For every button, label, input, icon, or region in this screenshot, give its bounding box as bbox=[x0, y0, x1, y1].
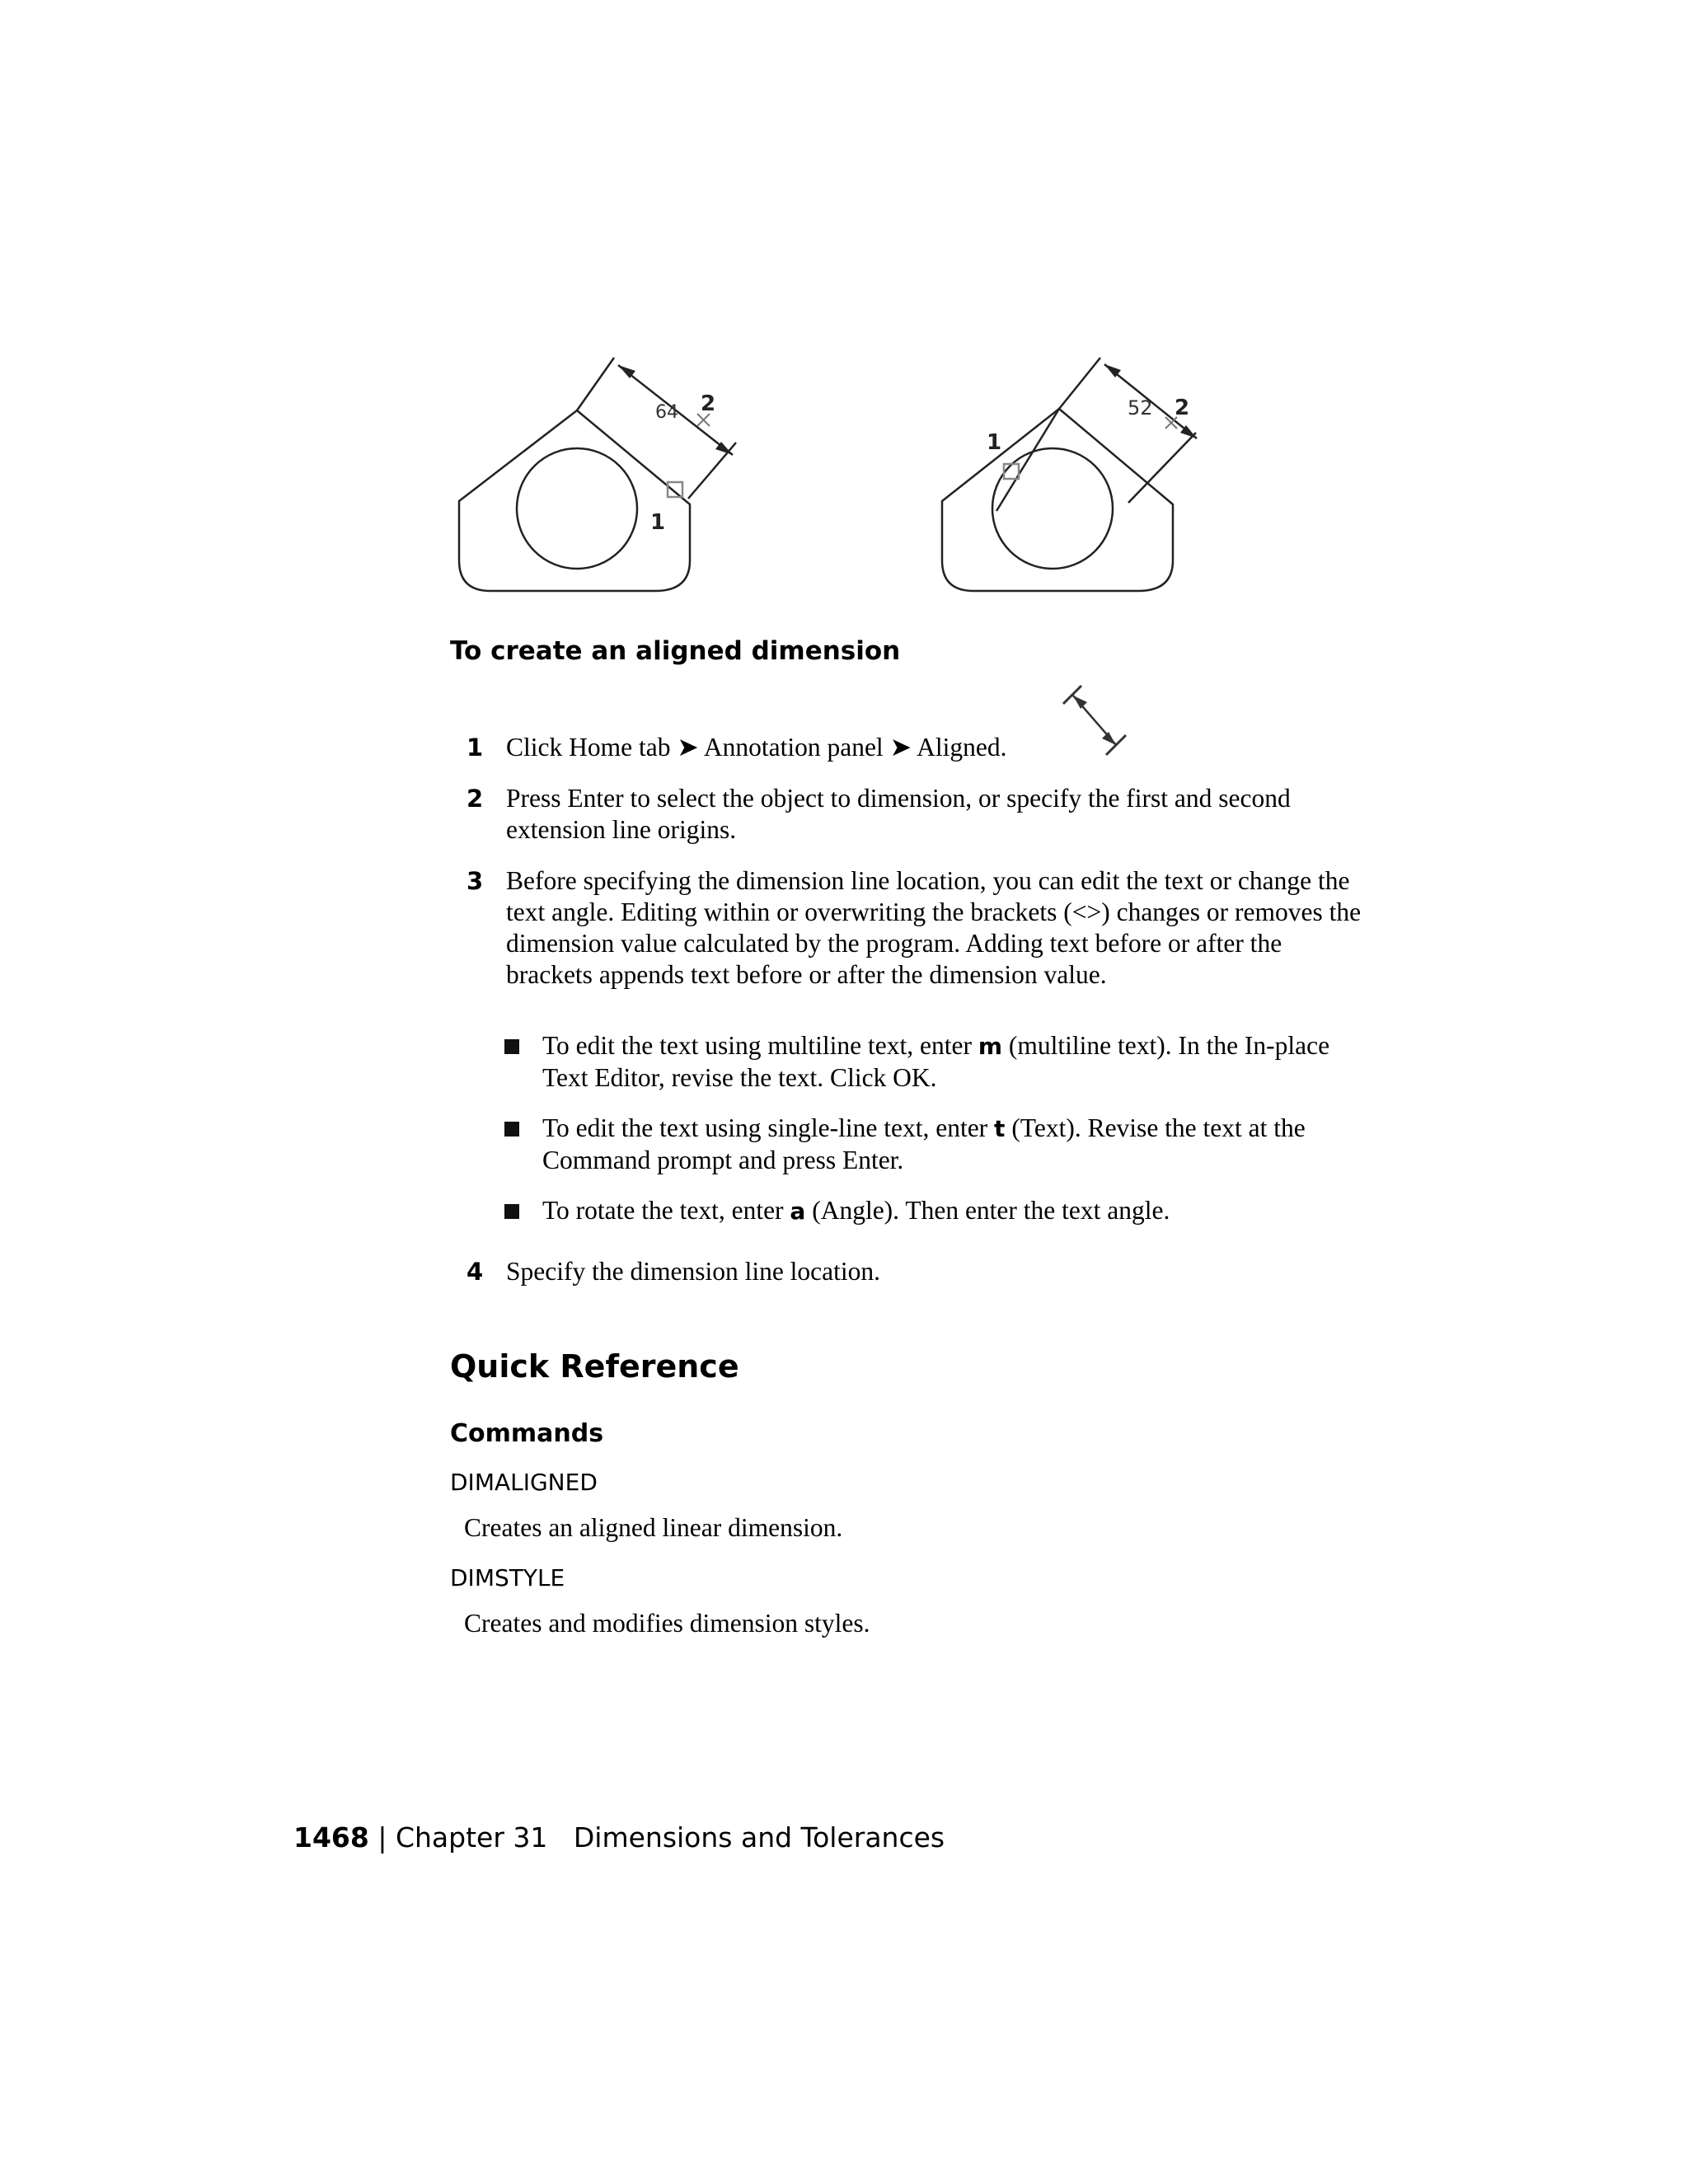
left-drawing bbox=[459, 358, 736, 591]
step-text: Press Enter to select the object to dimension, or specify the first and second extension line origins. bbox=[506, 784, 1291, 844]
chapter-label: Chapter 31 bbox=[395, 1821, 548, 1854]
left-snap-marker bbox=[668, 482, 682, 497]
right-extension-line-2 bbox=[1128, 433, 1196, 503]
command-dimaligned[interactable]: DIMALIGNED bbox=[450, 1469, 598, 1496]
command-description: Creates and modifies dimension styles. bbox=[464, 1609, 870, 1638]
right-point-1-label: 1 bbox=[987, 430, 1002, 455]
bullet-square-icon bbox=[504, 1204, 519, 1219]
footer-separator: | bbox=[368, 1821, 396, 1854]
bullet-square-icon bbox=[504, 1039, 519, 1054]
left-extension-line-1 bbox=[577, 358, 614, 410]
bullet-text: To edit the text using single-line text, enter t (Text). Revise the text at the Command prompt and press Enter. bbox=[542, 1113, 1306, 1174]
right-circle bbox=[992, 448, 1113, 569]
left-dimension-value: 64 bbox=[655, 402, 678, 423]
right-point-2-label: 2 bbox=[1175, 396, 1190, 420]
step-number: 1 bbox=[467, 733, 484, 762]
left-circle bbox=[517, 448, 637, 569]
step-number: 3 bbox=[467, 867, 484, 895]
right-outline bbox=[942, 409, 1173, 591]
bullet-text: To rotate the text, enter a (Angle). Then enter the text angle. bbox=[542, 1196, 1170, 1225]
left-outline bbox=[459, 410, 690, 591]
left-point-2-label: 2 bbox=[701, 391, 716, 416]
command-dimstyle[interactable]: DIMSTYLE bbox=[450, 1564, 565, 1591]
chapter-title: Dimensions and Tolerances bbox=[573, 1821, 945, 1854]
procedure-heading: To create an aligned dimension bbox=[450, 636, 901, 666]
step-text: Specify the dimension line location. bbox=[506, 1257, 881, 1286]
step-number: 4 bbox=[467, 1258, 484, 1286]
step-number: 2 bbox=[467, 785, 484, 813]
right-dimension-value: 52 bbox=[1128, 396, 1153, 419]
right-tangent-line bbox=[996, 409, 1059, 511]
aligned-dimension-illustration bbox=[449, 346, 1232, 602]
step-text: Before specifying the dimension line location, you can edit the text or change the text angle. Editing within or overwriting the brackets (<>) changes or removes the dimension value calculated by the program. Adding text before or after the brackets appends text before or after the dimension value. bbox=[506, 866, 1362, 989]
bullet-square-icon bbox=[504, 1122, 519, 1137]
right-drawing bbox=[942, 358, 1197, 591]
page-number: 1468 bbox=[293, 1821, 369, 1854]
bullet-text: To edit the text using multiline text, enter m (multiline text). In the In-place Text Editor, revise the text. Click OK. bbox=[542, 1031, 1330, 1092]
left-point-1-label: 1 bbox=[650, 510, 666, 535]
commands-heading: Commands bbox=[450, 1419, 604, 1448]
page-footer bbox=[293, 1821, 945, 1854]
quick-reference-heading: Quick Reference bbox=[450, 1348, 739, 1385]
command-description: Creates an aligned linear dimension. bbox=[464, 1513, 843, 1542]
step-text: Click Home tab ➤ Annotation panel ➤ Aligned. bbox=[506, 733, 1007, 762]
right-extension-line-1 bbox=[1059, 358, 1100, 409]
